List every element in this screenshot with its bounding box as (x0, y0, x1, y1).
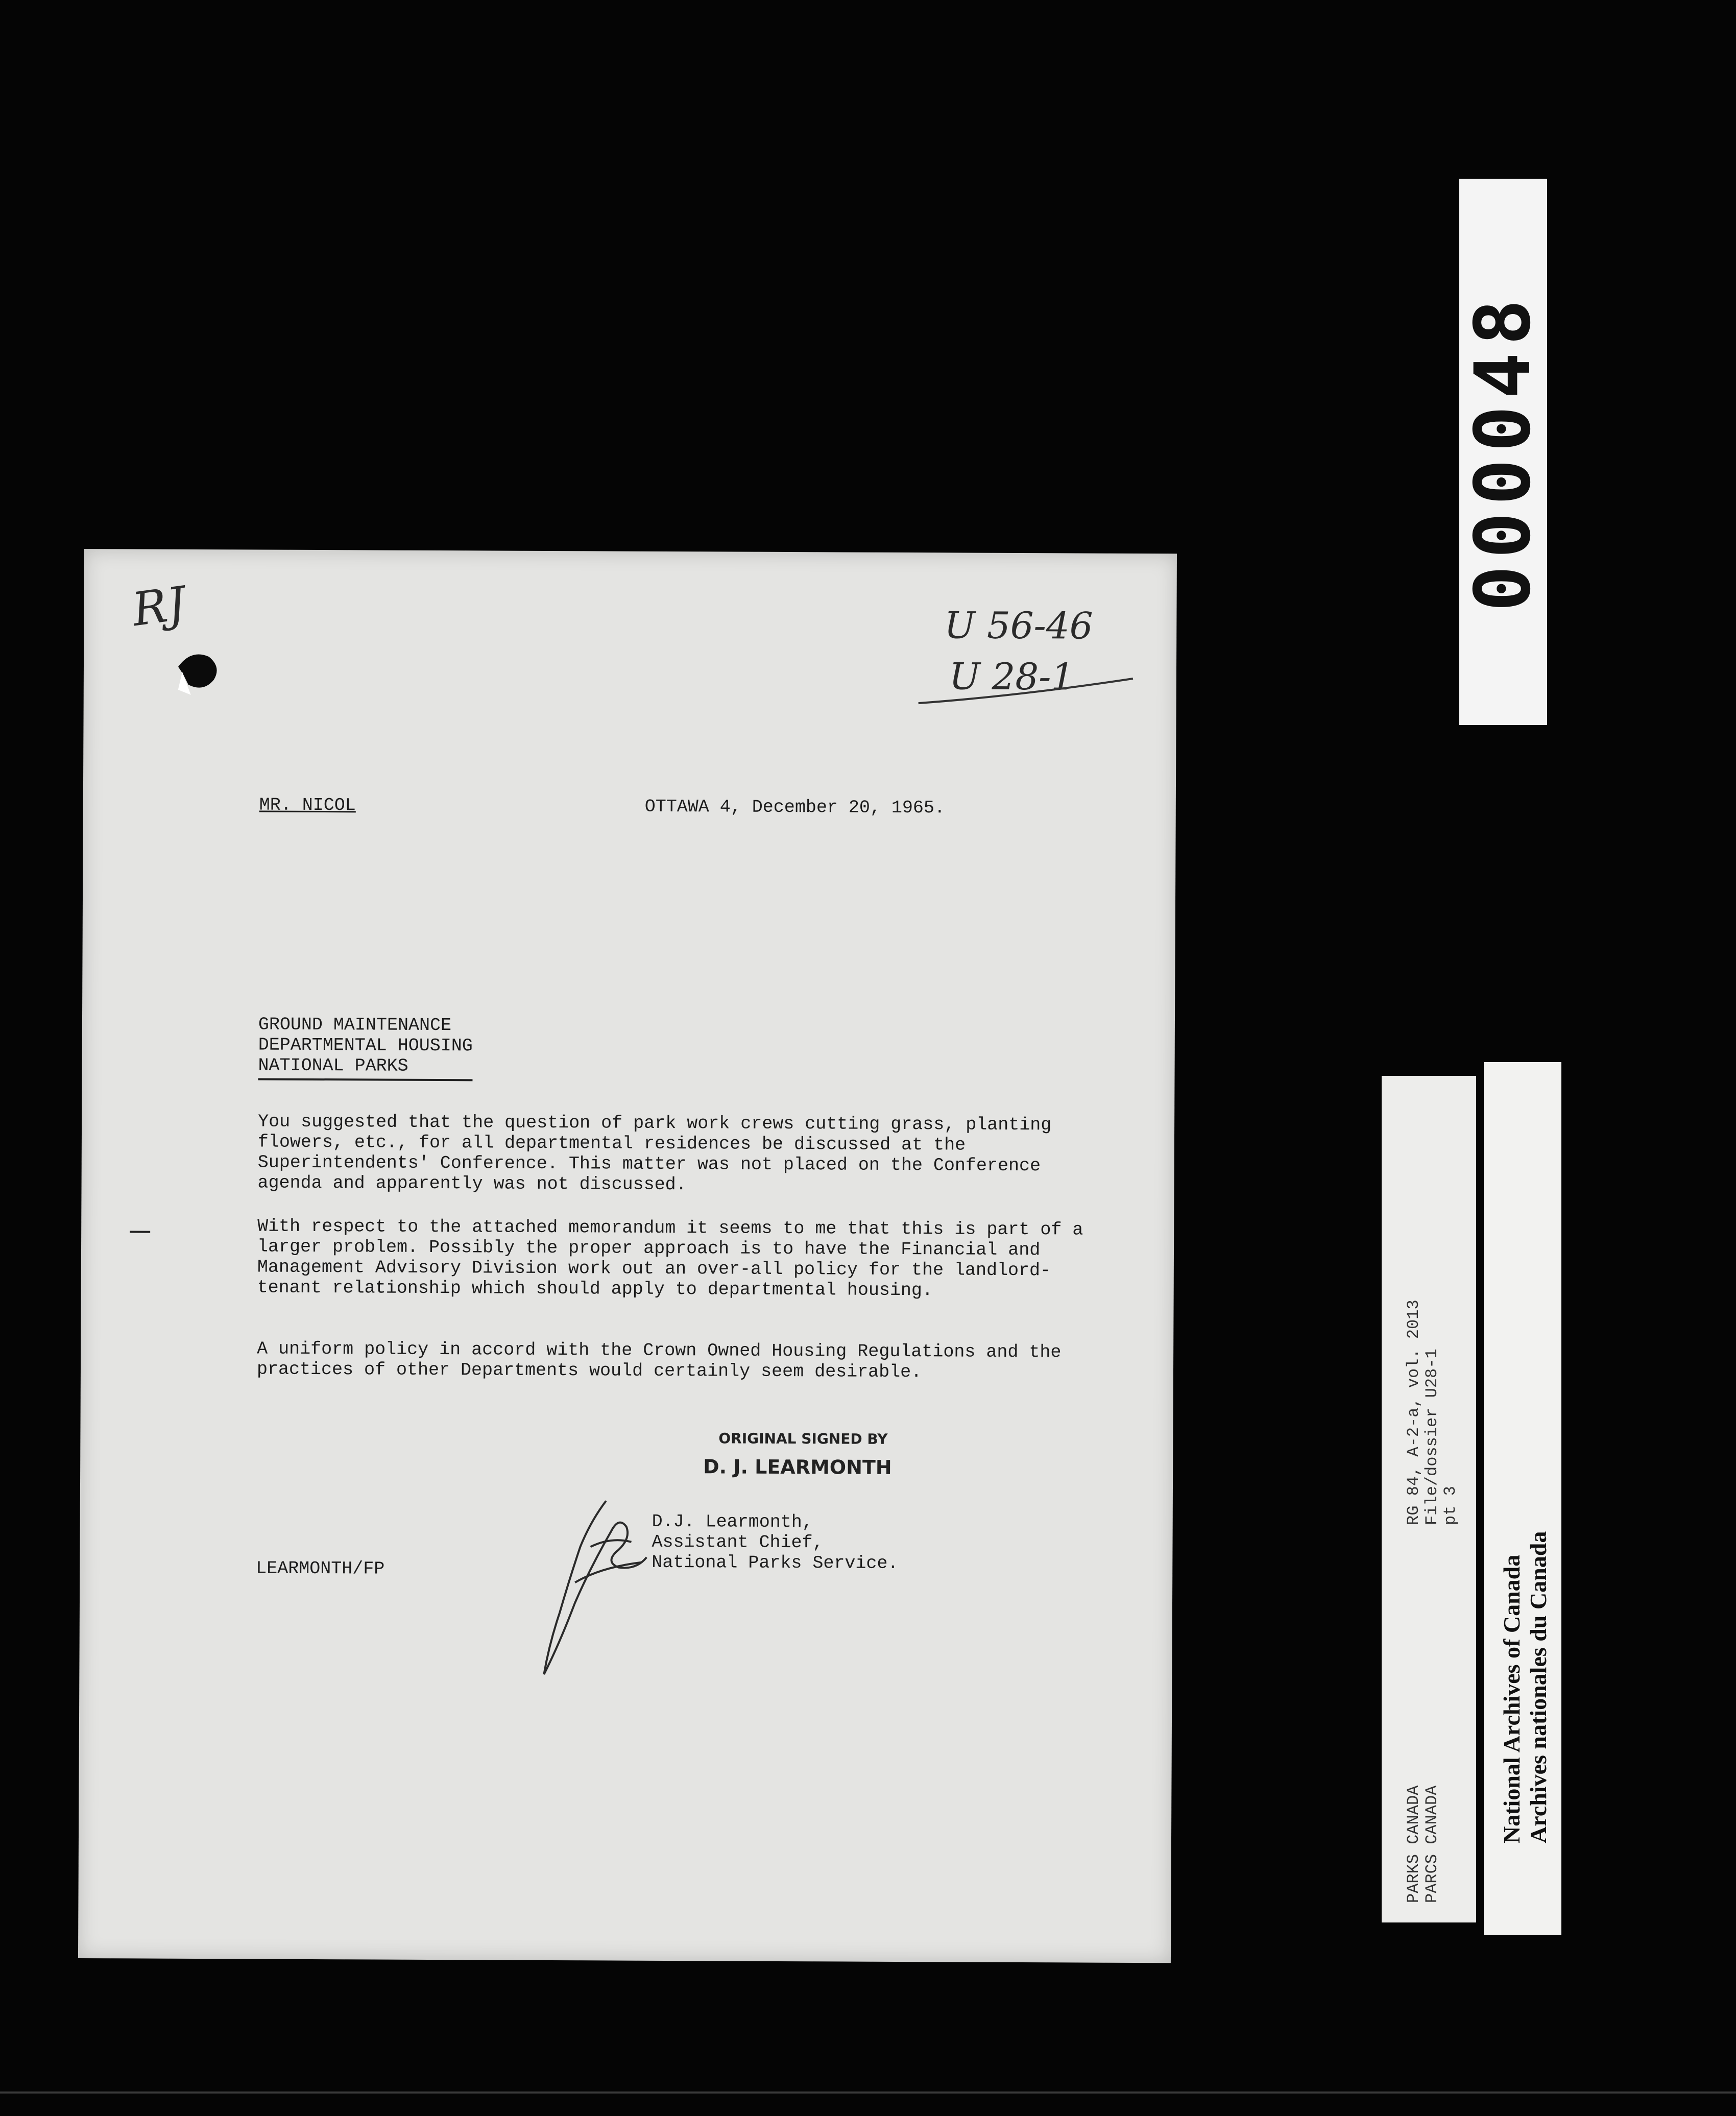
signatory-organization: National Parks Service. (652, 1552, 899, 1574)
signed-name-stamp: D. J. LEARMONTH (703, 1455, 892, 1479)
handwritten-file-ref-2: U 28-1 (949, 655, 1075, 699)
reference-label (1382, 1076, 1476, 1922)
paragraph-1: You suggested that the question of park work crews cutting grass, planting flowers, etc., for all departmental residences be discussed at the Superintendents' Conference. This matter was not placed on the Conference agenda and apparently was not discussed. (257, 1111, 1052, 1195)
addressee: MR. NICOL (259, 795, 356, 816)
frame-number-strip (1459, 179, 1547, 725)
frame-number: 000048 (1459, 292, 1548, 612)
reference-initials: LEARMONTH/FP (256, 1558, 385, 1579)
signatory-title: Assistant Chief, (652, 1531, 824, 1553)
original-signed-stamp: ORIGINAL SIGNED BY (718, 1430, 888, 1448)
reference-line-1: RG 84, A-2-a, vol. 2013 (1404, 1300, 1423, 1525)
handwritten-initials: RJ (129, 576, 189, 637)
document-page (78, 549, 1177, 1963)
reference-line-2: File/dossier U28-1 (1422, 1349, 1441, 1525)
margin-dash (130, 1231, 150, 1233)
archives-name-en: National Archives of Canada (1499, 1554, 1525, 1843)
subject-line-1: GROUND MAINTENANCE (258, 1014, 452, 1036)
subject-line-3: NATIONAL PARKS (258, 1055, 408, 1076)
signatory-name: D.J. Learmonth, (652, 1511, 813, 1533)
hole-punch-mark-icon (168, 644, 224, 700)
reference-line-3: pt 3 (1441, 1486, 1460, 1525)
archives-name-fr: Archives nationales du Canada (1525, 1531, 1551, 1843)
paragraph-2: With respect to the attached memorandum it seems to me that this is part of a larger problem. Possibly the proper approach is to have the Financial and Management Advisory Division work out an over-all policy for the landlord-tenant relationship which should apply to departmental housing. (257, 1216, 1083, 1301)
archives-label (1484, 1062, 1561, 1935)
handwritten-underline (916, 670, 1136, 712)
agency-name-fr: PARCS CANADA (1422, 1785, 1441, 1903)
handwritten-file-ref-1: U 56-46 (944, 604, 1093, 647)
subject-line-2: DEPARTMENTAL HOUSING (258, 1035, 473, 1056)
film-edge-line (0, 2091, 1736, 2094)
subject-underline (258, 1078, 472, 1081)
agency-name-en: PARKS CANADA (1404, 1785, 1423, 1903)
paragraph-3: A uniform policy in accord with the Crown Owned Housing Regulations and the practices of other Departments would certainly seem desirable. (256, 1338, 1062, 1383)
dateline: OTTAWA 4, December 20, 1965. (644, 796, 945, 819)
